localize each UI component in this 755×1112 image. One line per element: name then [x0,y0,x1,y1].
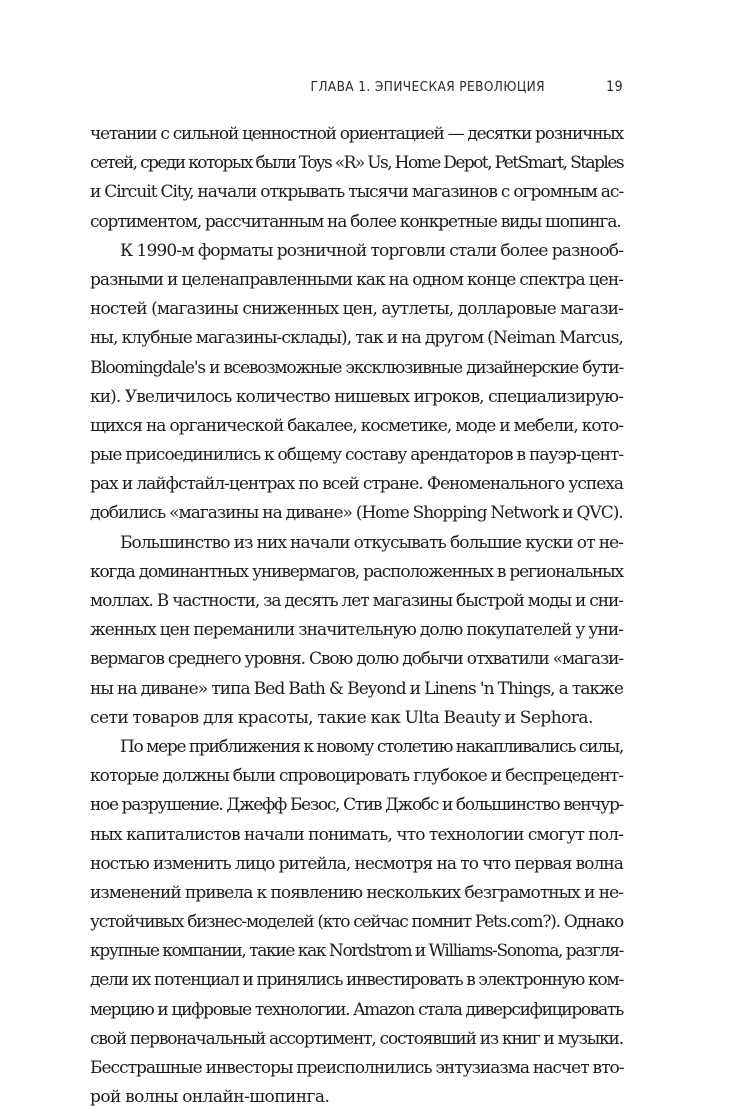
text-line: рые присоединились к общему составу арендаторов в пауэр-цент- [90,445,624,466]
text-line: Бесстрашные инвесторы преисполнились энтузиазма насчет вто- [90,1058,624,1078]
paragraph [90,120,623,237]
text-line: ных капиталистов начали понимать, что технологии смогут пол- [90,824,623,845]
text-line: женных цен переманили значительную долю покупателей у уни- [90,620,623,641]
text-line: ны на диване» типа Bed Bath & Beyond и Linens 'n Things, а также [90,678,623,699]
text-line: устойчивых бизнес-моделей (кто сейчас помнит Pets.com?). Однако [90,912,623,933]
text-line: ны, клубные магазины-склады), так и на другом (Neiman Marcus, [90,328,624,349]
text-line: сетей, среди которых были Toys «R» Us, Home Depot, PetSmart, Staples [90,153,623,174]
text-line: рой волны онлайн-шопинга. [90,1087,330,1108]
text-line: сети товаров для красоты, такие как Ulta Beauty и Sephora. [90,707,593,728]
paragraph [90,529,623,733]
text-line: изменений привела к появлению нескольких безграмотных и не- [90,882,623,903]
text-line: щихся на органической бакалее, косметике, моде и мебели, кото- [90,415,623,436]
running-head [120,79,623,99]
body-text [90,120,623,1112]
text-line: ностей (магазины сниженных цен, аутлеты, долларовые магази- [90,299,623,320]
chapter-title: ГЛАВА 1. ЭПИЧЕСКАЯ РЕВОЛЮЦИЯ [310,79,545,95]
text-line: крупные компании, такие как Nordstrom и Williams-Sonoma, разгля- [90,941,624,962]
text-line: ное разрушение. Джефф Безос, Стив Джобс и большинство венчур- [90,795,623,816]
text-line: ностью изменить лицо ритейла, несмотря на то что первая волна [90,853,623,874]
paragraph [90,733,623,1112]
text-line: ки). Увеличилось количество нишевых игроков, специализирую- [90,386,623,407]
text-line: сортиментом, рассчитанным на более конкретные виды шопинга. [90,211,621,232]
text-line: К 1990-м форматы розничной торговли стали более разнооб- [120,240,623,261]
page-number: 19 [606,79,623,95]
text-line: дели их потенциал и принялись инвестировать в электронную ком- [90,970,623,991]
text-line: когда доминантных универмагов, расположенных в региональных [90,561,623,582]
text-line: Bloomingdale's и всевозможные эксклюзивные дизайнерские бути- [90,357,623,378]
text-line: вермагов среднего уровня. Свою долю добычи отхватили «магази- [90,649,623,670]
text-line: мерцию и цифровые технологии. Amazon стала диверсифицировать [90,999,623,1020]
text-line: четании с сильной ценностной ориентацией — десятки розничных [90,124,623,144]
text-line: и Circuit City, начали открывать тысячи магазинов с огромным ас- [90,182,624,203]
text-line: Большинство из них начали откусывать большие куски от не- [120,532,623,553]
text-line: разными и целенаправленными как на одном конце спектра цен- [90,269,623,290]
text-line: свой первоначальный ассортимент, состоявший из книг и музыки. [90,1028,623,1049]
text-line: По мере приближения к новому столетию накапливались силы, [120,736,623,757]
paragraph [90,237,623,529]
text-line: добились «магазины на диване» (Home Shopping Network и QVC). [90,503,623,524]
text-line: моллах. В частности, за десять лет магазины быстрой моды и сни- [90,591,623,611]
text-line: рах и лайфстайл-центрах по всей стране. Феноменального успеха [90,474,623,495]
text-line: которые должны были спровоцировать глубокое и беспрецедент- [90,766,623,787]
